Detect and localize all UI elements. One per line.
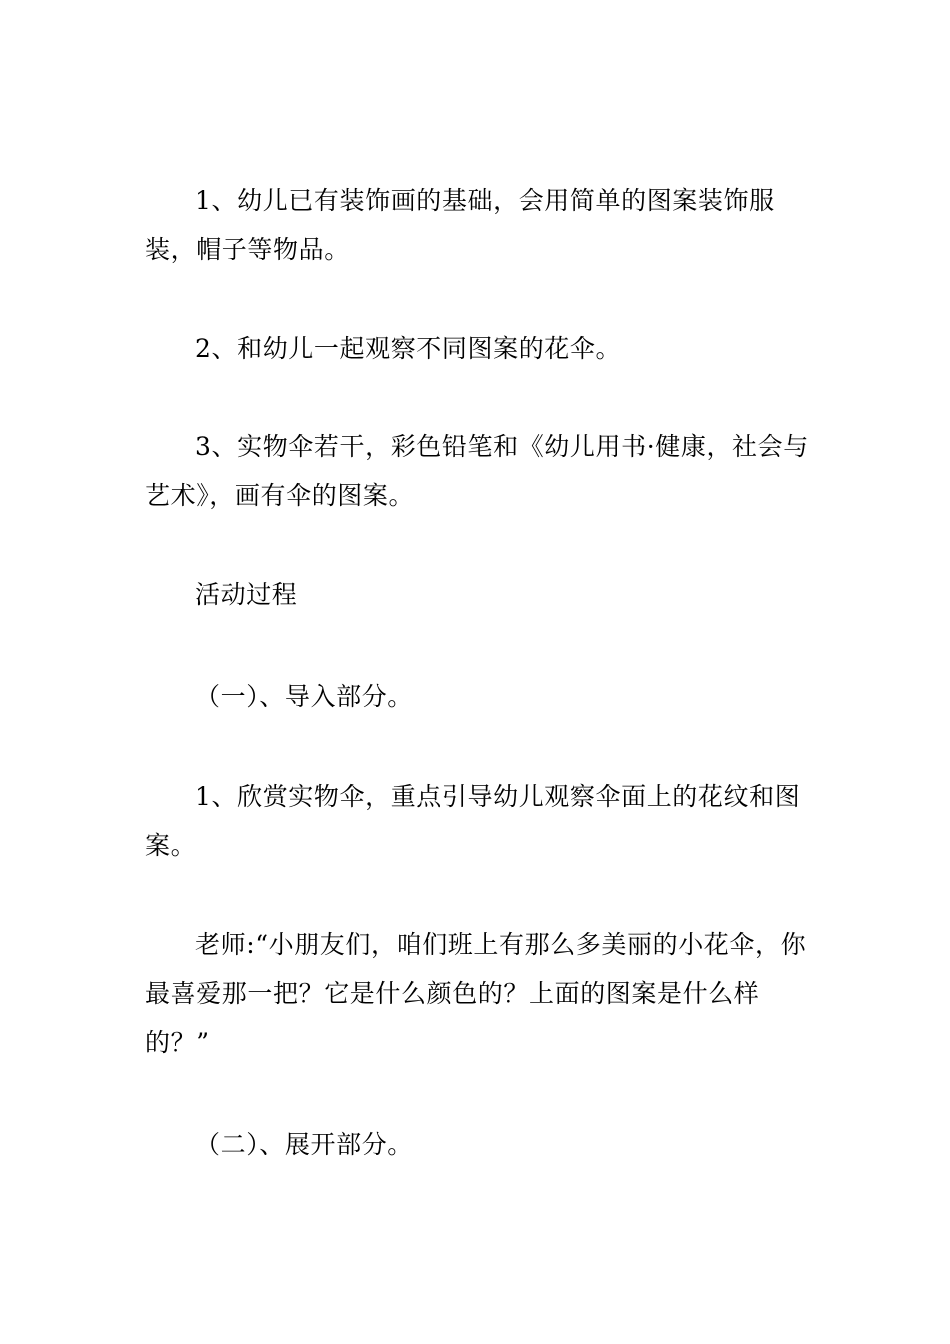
section-heading-activity-process: 活动过程	[195, 580, 298, 609]
paragraph-introduction-1: 1、欣赏实物伞，重点引导幼儿观察伞面上的花纹和图案。	[145, 782, 801, 860]
subsection-heading-development: （二）、展开部分。	[195, 1130, 413, 1159]
paragraph-preparation-1: 1、幼儿已有装饰画的基础，会用简单的图案装饰服装，帽子等物品。	[145, 186, 775, 264]
paragraph-preparation-3: 3、实物伞若干，彩色铅笔和《幼儿用书·健康，社会与艺术》，画有伞的图案。	[145, 432, 809, 510]
paragraph-preparation-2: 2、和幼儿一起观察不同图案的花伞。	[195, 334, 622, 363]
paragraph-teacher-quote: 老师:“小朋友们，咱们班上有那么多美丽的小花伞，你最喜爱那一把？它是什么颜色的？上面的图案是什么样的？”	[145, 930, 807, 1057]
subsection-heading-introduction: （一）、导入部分。	[195, 682, 413, 711]
